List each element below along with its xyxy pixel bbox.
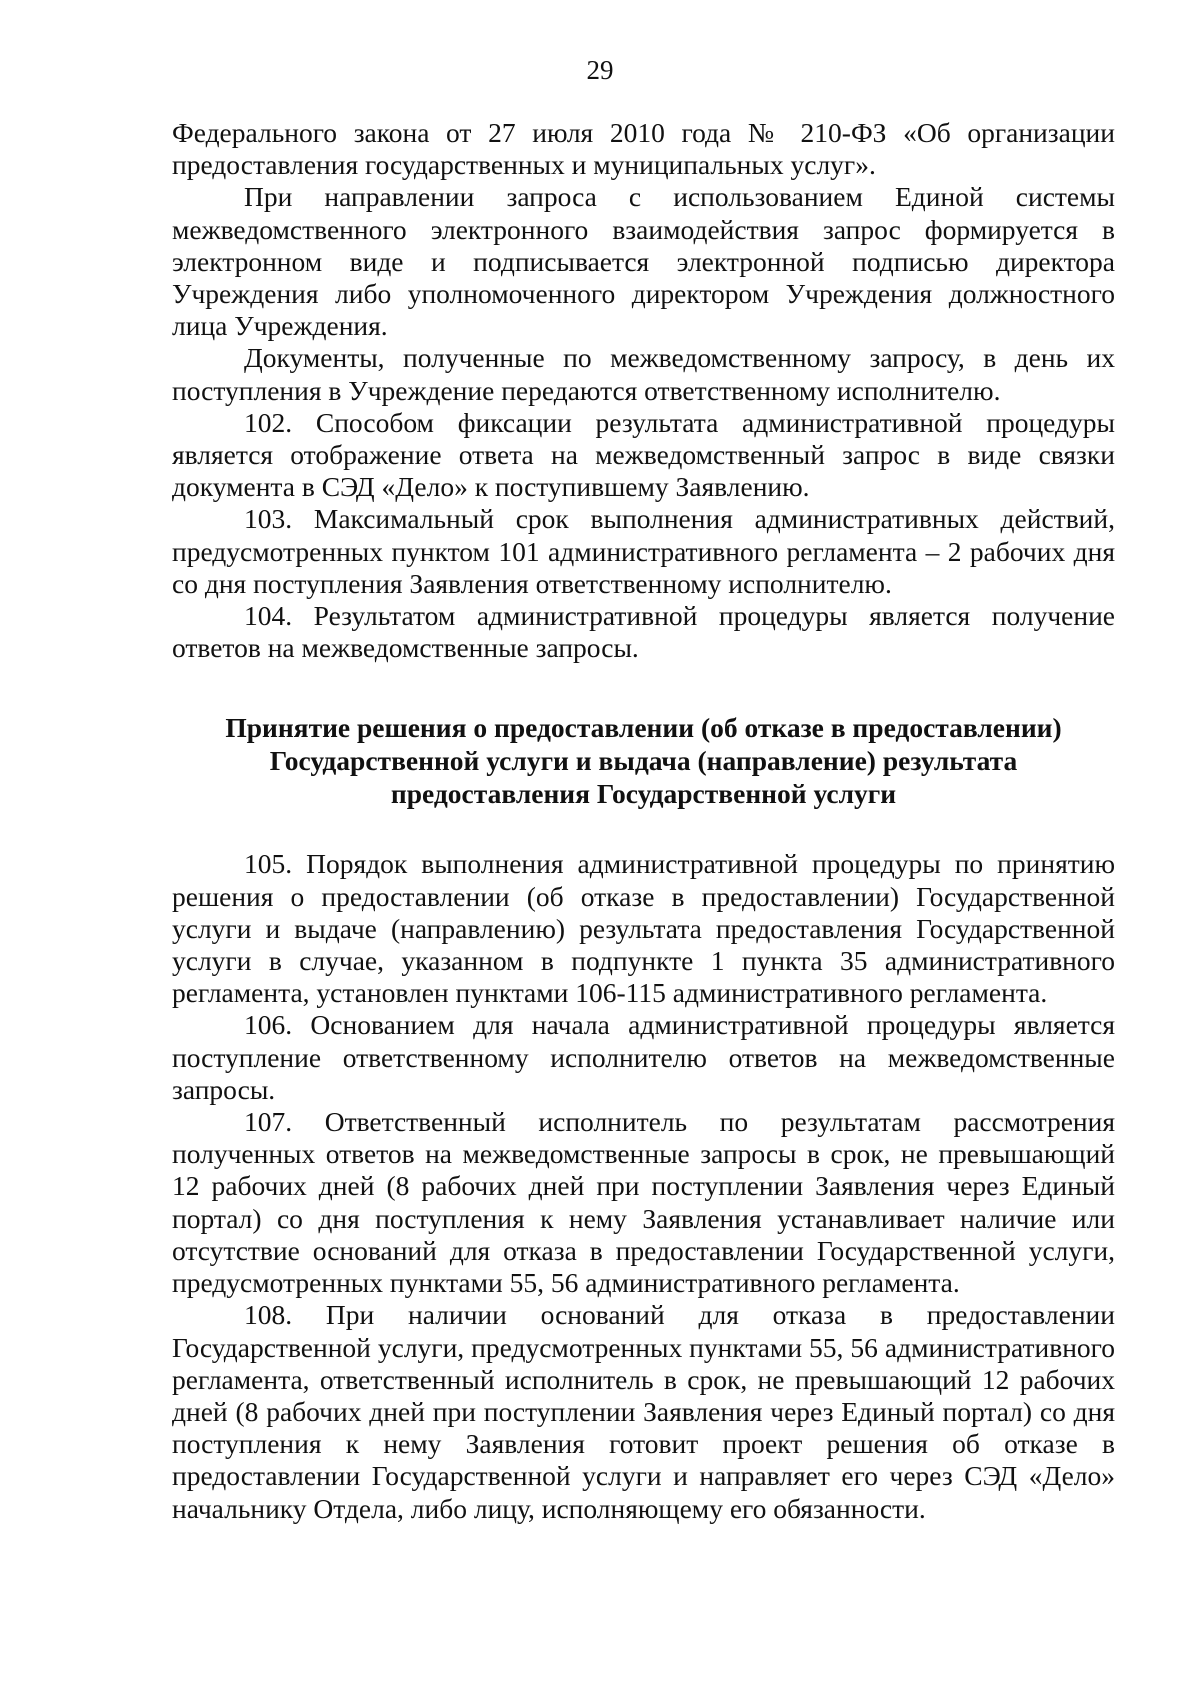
paragraph: 103. Максимальный срок выполнения административных действий, предусмотренных пунктом 101 административного регламента – 2 рабочих дня со дня поступления Заявления ответственному исполнителю. <box>172 503 1115 599</box>
paragraph: 105. Порядок выполнения административной процедуры по принятию решения о предоставлении (об отказе в предоставлении) Государственной услуги и выдаче (направлению) результата предоставления Государственной услуги в случае, указанном в подпункте 1 пункта 35 административного регламента, установлен пунктами 106-115 административного регламента. <box>172 848 1115 1009</box>
heading-line: Принятие решения о предоставлении (об отказе в предоставлении) <box>225 712 1062 744</box>
page-number: 29 <box>586 55 614 85</box>
heading-line: предоставления Государственной услуги <box>390 778 897 810</box>
paragraph: 106. Основанием для начала административной процедуры является поступление ответственному исполнителю ответов на межведомственные запросы. <box>172 1009 1115 1105</box>
document-body <box>172 117 1115 1525</box>
heading-line: Государственной услуги и выдача (направление) результата <box>269 745 1018 777</box>
paragraph: Документы, полученные по межведомственному запросу, в день их поступления в Учреждение передаются ответственному исполнителю. <box>172 342 1115 406</box>
paragraph: 104. Результатом административной процедуры является получение ответов на межведомственные запросы. <box>172 600 1115 664</box>
section-heading <box>172 711 1115 810</box>
paragraph: 108. При наличии оснований для отказа в предоставлении Государственной услуги, предусмотренных пунктами 55, 56 административного регламента, ответственный исполнитель в срок, не превышающий 12 рабочих дней (8 рабочих дней при поступлении Заявления через Единый портал) со дня поступления к нему Заявления готовит проект решения об отказе в предоставлении Государственной услуги и направляет его через СЭД «Дело» начальнику Отдела, либо лицу, исполняющему его обязанности. <box>172 1299 1115 1524</box>
paragraph: 102. Способом фиксации результата административной процедуры является отображение ответа на межведомственный запрос в виде связки документа в СЭД «Дело» к поступившему Заявлению. <box>172 406 1115 503</box>
paragraph: Федерального закона от 27 июля 2010 года № 210-ФЗ «Об организации предоставления государственных и муниципальных услуг». <box>172 117 1115 181</box>
paragraph: При направлении запроса с использованием Единой системы межведомственного электронного взаимодействия запрос формируется в электронном виде и подписывается электронной подписью директора Учреждения либо уполномоченного директором Учреждения должностного лица Учреждения. <box>172 181 1115 342</box>
paragraph: 107. Ответственный исполнитель по результатам рассмотрения полученных ответов на межведомственные запросы в срок, не превышающий 12 рабочих дней (8 рабочих дней при поступлении Заявления через Единый портал) со дня поступления к нему Заявления устанавливает наличие или отсутствие оснований для отказа в предоставлении Государственной услуги, предусмотренных пунктами 55, 56 административного регламента. <box>172 1106 1115 1299</box>
